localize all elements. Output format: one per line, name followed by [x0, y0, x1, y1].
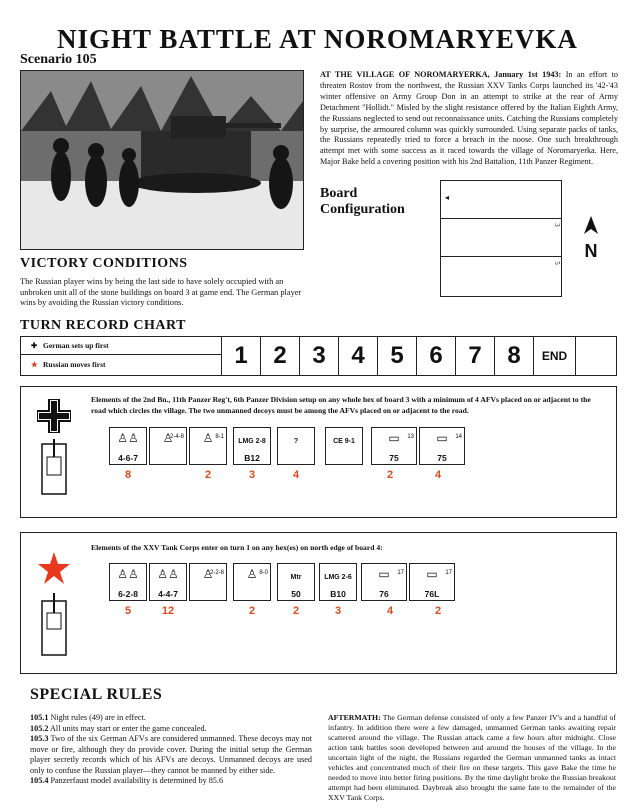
german-setup-text: Elements of the 2nd Bn., 11th Panzer Reg't, 6th Panzer Division setup on any whole hex of board 3 with a minimum of 4 AFVs placed on or adjacent to the road which circles the village. The two unmanned decoys must be among the AFVs placed on or adjacent to the road.	[91, 395, 591, 415]
russian-counter-8-fig: ▭	[426, 567, 438, 581]
russian-counter-3-fig: ♙	[202, 567, 214, 581]
russian-counter-7-bottom: 76	[379, 589, 389, 599]
german-counter-4	[233, 427, 271, 465]
turn-box-7: 7	[455, 337, 494, 375]
board-3	[440, 218, 562, 259]
turn-box-end: END	[533, 337, 575, 375]
german-balkenkreuz-icon	[37, 399, 71, 433]
german-tank-silhouette-icon	[39, 439, 69, 499]
russian-counter-8-bottom: 76L	[424, 589, 440, 599]
russian-forces-panel	[20, 532, 617, 674]
turn-record-heading: TURN RECORD CHART	[20, 318, 186, 333]
german-quantity-5: 2	[386, 469, 394, 481]
rule-105-2: 105.2 All units may start or enter the game concealed.	[30, 723, 207, 733]
german-counter-3-side: 8-1	[215, 434, 224, 440]
german-counter-2	[149, 427, 187, 465]
german-counter-7	[371, 427, 417, 465]
german-counter-6-mid: CE 9-1	[333, 438, 355, 445]
turn-box-blank	[575, 337, 614, 375]
intro-lead: AT THE VILLAGE OF NOROMARYERKA, January 1st 1943:	[320, 70, 562, 79]
russian-quantity-3: 2	[248, 605, 256, 617]
board-5-label: 5	[552, 261, 561, 265]
german-counter-3	[189, 427, 227, 465]
turn-box-1: 1	[221, 337, 260, 375]
russian-counter-5-bottom: 50	[291, 589, 301, 599]
arrow-left-icon: ◂	[445, 193, 450, 202]
russian-counter-8-side: 17	[445, 570, 452, 576]
german-quantity-4: 4	[292, 469, 300, 481]
turn-box-3: 3	[299, 337, 338, 375]
german-cross-icon: ✚	[31, 341, 38, 350]
german-counter-7-fig: ▭	[388, 431, 400, 445]
german-counter-5	[277, 427, 315, 465]
russian-moves-row	[21, 356, 221, 374]
german-setup-row	[21, 337, 221, 355]
photo-illustration	[21, 71, 303, 249]
north-label: N	[584, 241, 598, 261]
german-quantity-1: 8	[124, 469, 132, 481]
russian-quantity-7: 2	[434, 605, 442, 617]
board-configuration-heading: Board Configuration	[320, 186, 405, 217]
turn-box-2: 2	[260, 337, 299, 375]
russian-counter-6	[319, 563, 357, 601]
german-counter-6	[325, 427, 363, 465]
scenario-title: NIGHT BATTLE AT NOROMARYEVKA	[57, 24, 578, 54]
special-rules-list	[30, 713, 312, 787]
russian-counter-5-mid: Mtr	[290, 574, 302, 581]
russian-quantity-5: 3	[334, 605, 342, 617]
turn-box-8: 8	[494, 337, 533, 375]
rule-105-4: 105.4 Panzerfaust model availability is determined by 85.6	[30, 776, 224, 785]
german-counter-1	[109, 427, 147, 465]
german-setup-label: German sets up first	[43, 341, 109, 350]
russian-counter-4-fig: ♙	[246, 567, 258, 581]
russian-counter-6-mid: LMG 2-6	[324, 574, 352, 581]
russian-counter-5	[277, 563, 315, 601]
rule-105-3: 105.3 Two of the six German AFVs are considered unmanned. These decoys may not move or fire, although they do provide cover. During the initial setup the German player secretly records which of his AFVs are decoys. Unmanned decoys are used only to confuse the Russian player—they cannot be manned by either side.	[30, 734, 312, 775]
turn-box-4: 4	[338, 337, 377, 375]
russian-quantity-1: 5	[124, 605, 132, 617]
german-counter-1-bottom: 4-6-7	[118, 453, 138, 463]
board-top-blank	[440, 180, 562, 221]
german-counter-8-bottom: 75	[437, 453, 447, 463]
turn-box-6: 6	[416, 337, 455, 375]
german-counter-2-fig: ♙	[162, 431, 174, 445]
special-rules-heading: SPECIAL RULES	[30, 686, 163, 703]
russian-tank-silhouette-icon	[39, 593, 69, 659]
russian-counter-7-fig: ▭	[378, 567, 390, 581]
russian-counter-2-fig: ♙♙	[157, 567, 179, 581]
russian-counter-1-bottom: 6-2-8	[118, 589, 138, 599]
german-counter-5-mid: ?	[293, 438, 299, 445]
german-counter-7-bottom: 75	[389, 453, 399, 463]
aftermath-text	[328, 713, 616, 803]
german-counter-2-side: 2-4-8	[169, 434, 184, 440]
russian-red-star-icon	[37, 551, 71, 585]
russian-counter-4-side: 8-0	[259, 570, 268, 576]
russian-counter-7-side: 17	[397, 570, 404, 576]
aftermath-body: The German defense consisted of only a few Panzer IV's and a handful of infantry. In addition there were a few damaged, unmanned German tanks awaiting repair scattered around the village. The Russian attack came a few hours after midnight. Close action tank battles soon developed between and around the houses of the village. In the uncertain light of the night, the Russians regarded the German unmanned tanks as intact vehicles and concentrated much of their fire on these targets. This gave Bake the time he needed to move into better firing positions. By the time daylight broke the Russian breakout attempt had been eliminated. Daybreak also brought the same fate to the remainder of the XXV Tank Corps.	[328, 713, 616, 802]
rule-105-1: 105.1 Night rules (49) are in effect.	[30, 713, 146, 722]
russian-counter-7	[361, 563, 407, 601]
german-forces-panel	[20, 386, 617, 518]
victory-conditions-heading: VICTORY CONDITIONS	[20, 256, 188, 271]
russian-star-icon: ★	[31, 360, 38, 369]
german-quantity-2: 2	[204, 469, 212, 481]
german-counter-4-bottom: B12	[244, 453, 260, 463]
russian-counter-4	[233, 563, 271, 601]
german-quantity-3: 3	[248, 469, 256, 481]
turn-record-chart	[20, 336, 617, 376]
russian-quantity-4: 2	[292, 605, 300, 617]
russian-counter-1	[109, 563, 147, 601]
russian-entry-text: Elements of the XXV Tank Corps enter on turn 1 on any hex(es) on north edge of board 4:	[91, 543, 383, 552]
german-counter-7-side: 13	[407, 434, 414, 440]
board-3-label: 3	[552, 223, 561, 227]
russian-moves-label: Russian moves first	[43, 360, 106, 369]
scenario-number: Scenario 105	[20, 52, 97, 67]
russian-counter-3	[189, 563, 227, 601]
historical-photo	[20, 70, 304, 250]
german-counter-8-fig: ▭	[436, 431, 448, 445]
german-counter-8-side: 14	[455, 434, 462, 440]
german-counter-8	[419, 427, 465, 465]
russian-counter-2-bottom: 4-4-7	[158, 589, 178, 599]
russian-quantity-6: 4	[386, 605, 394, 617]
victory-conditions-text: The Russian player wins by being the last side to have solely occupied with an unbroken unit all of the stone buildings on board 3 at game end. The German player wins by avoiding the Russian victory conditions.	[20, 277, 302, 308]
german-counter-1-fig: ♙♙	[117, 431, 139, 445]
russian-counter-8	[409, 563, 455, 601]
board-5	[440, 256, 562, 297]
russian-quantity-2: 12	[161, 605, 175, 617]
german-counter-3-fig: ♙	[202, 431, 214, 445]
aftermath-lead: AFTERMATH:	[328, 713, 381, 722]
north-arrow-icon	[580, 216, 602, 260]
russian-counter-3-side: 2-2-8	[209, 570, 224, 576]
intro-body: In an effort to threaten Rostov from the northwest, the Russian XXV Tanks Corps launched its '42-'43 winter offensive on Army Group Don in an attempt to strike at the rear of Army Detachment "Hollidt." Misled by the slight resistance offered by the Italian Eighth Army, the Russians neglected to send out reconnaissance units. Catching the Russians completely by surprise, the armoured column was quickly surrounded. Using separate packs of tanks, the Russians repeatedly tried to force a breach in the noose. One such breakthrough attempt met with some success as it raced towards the village of Noromaryerka. Here, Major Bake held a covering position with his 2nd Battalion, 11th Panzer Regiment.	[320, 70, 618, 167]
russian-counter-2	[149, 563, 187, 601]
russian-counter-6-bottom: B10	[330, 589, 346, 599]
historical-introduction	[320, 70, 618, 168]
german-quantity-6: 4	[434, 469, 442, 481]
turn-box-5: 5	[377, 337, 416, 375]
russian-counter-1-fig: ♙♙	[117, 567, 139, 581]
german-counter-4-mid: LMG 2-8	[238, 438, 266, 445]
